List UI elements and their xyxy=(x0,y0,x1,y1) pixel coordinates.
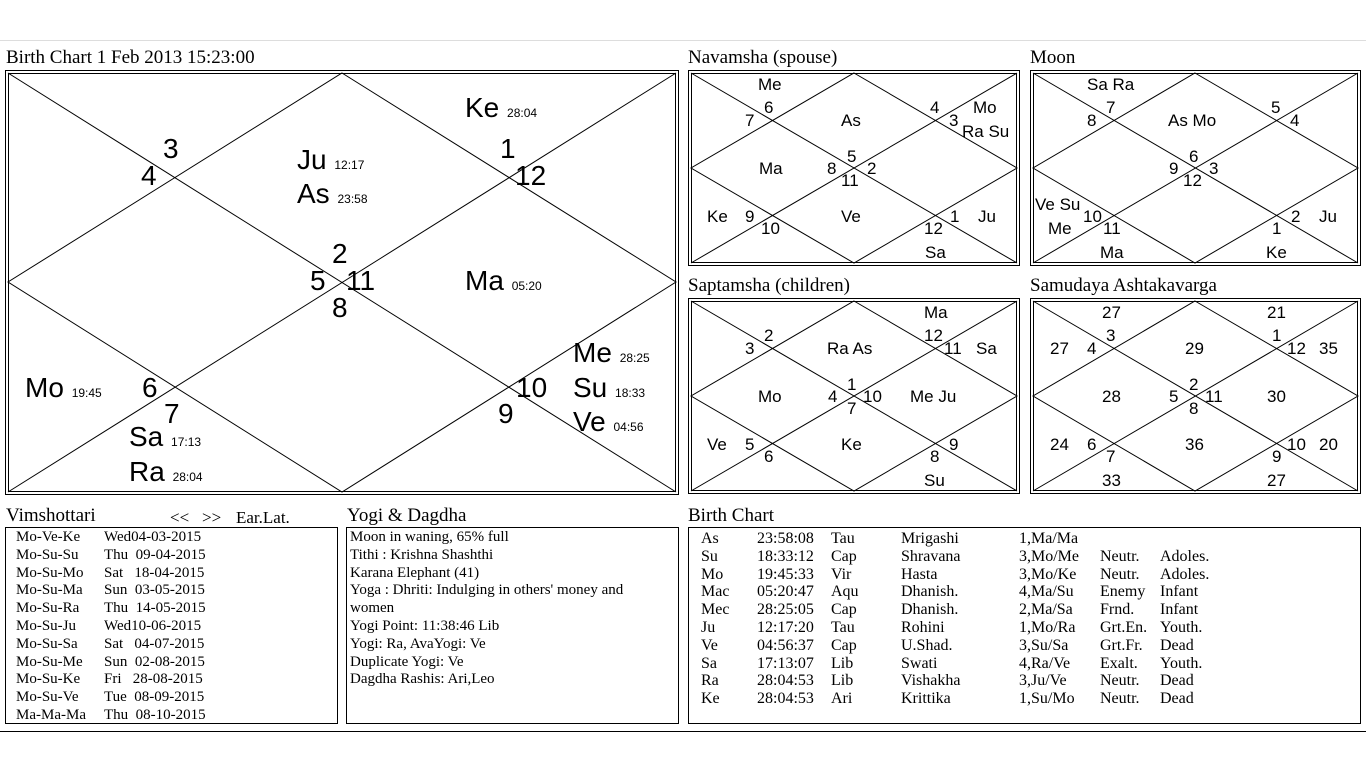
period-label: Mo-Su-Mo xyxy=(16,564,84,581)
moon-ve-su: Ve Su xyxy=(1035,195,1081,214)
sapt-ra-as: Ra As xyxy=(827,339,873,358)
nav-4: 4 xyxy=(930,98,940,117)
planet-cell-state: Adoles. xyxy=(1160,565,1210,583)
sign-10: 10 xyxy=(516,372,548,403)
av-5: 5 xyxy=(1169,387,1179,406)
period-date: Thu 09-04-2015 xyxy=(104,546,206,563)
yogi-line: Moon in waning, 65% full xyxy=(350,529,509,545)
birth-chart-title: Birth Chart 1 Feb 2013 15:23:00 xyxy=(6,47,255,68)
nav-ra-su: Ra Su xyxy=(962,122,1010,141)
planet-cell-rel: Neutr. xyxy=(1100,690,1140,708)
nav-1: 1 xyxy=(950,207,960,226)
vimshottari-list xyxy=(5,527,338,724)
moon-ma: Ma xyxy=(1100,243,1124,262)
planet-cell-pada: 2,Ma/Sa xyxy=(1019,601,1073,619)
planet-cell-p: Ve xyxy=(701,636,718,654)
planet-cell-deg: 19:45:33 xyxy=(757,565,814,583)
planet-cell-deg: 28:04:53 xyxy=(757,690,814,708)
nav-7: 7 xyxy=(745,111,755,130)
planet-cell-rel: Neutr. xyxy=(1100,547,1140,565)
planet-cell-sign: Lib xyxy=(831,672,854,690)
planet-row xyxy=(701,619,1240,637)
moon-8: 8 xyxy=(1087,111,1097,130)
sapt-4: 4 xyxy=(828,387,838,406)
sapt-ve: Ve xyxy=(707,435,727,454)
sapt-3: 3 xyxy=(745,339,755,358)
yogi-line: women xyxy=(350,600,395,617)
vimshottari-row[interactable] xyxy=(16,547,206,565)
moon-9: 9 xyxy=(1169,159,1179,178)
sapt-6: 6 xyxy=(764,447,774,466)
planet-cell-nak: Dhanish. xyxy=(901,601,959,619)
yogi-line: Duplicate Yogi: Ve xyxy=(350,653,464,670)
planet-ma: Ma 05:20 xyxy=(465,265,542,296)
planet-cell-nak: Mrigashi xyxy=(901,530,959,547)
yogi-line: Dagdha Rashis: Ari,Leo xyxy=(350,671,495,688)
av-3: 3 xyxy=(1106,326,1116,345)
nav-6: 6 xyxy=(764,98,774,117)
moon-ke: Ke xyxy=(1266,243,1287,262)
av-27a: 27 xyxy=(1102,303,1121,322)
vimshottari-rows xyxy=(16,529,206,725)
vimshottari-row[interactable] xyxy=(16,529,206,547)
planet-cell-rel: Neutr. xyxy=(1100,672,1140,690)
planet-cell-sign: Ari xyxy=(831,690,853,708)
planet-cell-p: Su xyxy=(701,547,718,565)
planet-cell-rel: Neutr. xyxy=(1100,565,1140,583)
planet-cell-rel: Frnd. xyxy=(1100,601,1135,619)
av-35: 35 xyxy=(1319,339,1338,358)
planet-cell-nak: Krittika xyxy=(901,690,951,708)
vimshottari-row[interactable] xyxy=(16,671,206,689)
av-12: 12 xyxy=(1287,339,1306,358)
vimshottari-row[interactable] xyxy=(16,707,206,725)
planet-cell-p: Mec xyxy=(701,601,730,619)
planet-cell-nak: Shravana xyxy=(901,547,961,565)
planet-cell-p: Mac xyxy=(701,583,730,601)
planet-cell-deg: 05:20:47 xyxy=(757,583,814,601)
av-27b: 27 xyxy=(1050,339,1069,358)
period-date: Thu 14-05-2015 xyxy=(104,600,206,617)
planet-as: As 23:58 xyxy=(297,178,368,209)
nav-9: 9 xyxy=(745,207,755,226)
planet-cell-rel: Grt.Fr. xyxy=(1100,636,1143,654)
planet-cell-sign: Tau xyxy=(831,530,855,547)
planet-cell-pada: 1,Mo/Ra xyxy=(1019,618,1076,636)
planet-row xyxy=(701,566,1240,584)
planet-cell-pada: 3,Su/Sa xyxy=(1019,636,1069,654)
moon-2: 2 xyxy=(1291,207,1301,226)
yogi-title: Yogi & Dagdha xyxy=(347,505,467,526)
moon-as-mo: As Mo xyxy=(1168,111,1217,130)
sapt-me-ju: Me Ju xyxy=(910,387,957,406)
vimshottari-row[interactable] xyxy=(16,565,206,583)
planet-cell-pada: 1,Su/Mo xyxy=(1019,690,1075,708)
planet-cell-rel: Enemy xyxy=(1100,583,1146,601)
sign-7: 7 xyxy=(164,398,180,429)
av-27c: 27 xyxy=(1267,471,1286,490)
moon-11: 11 xyxy=(1103,219,1121,238)
saptamsha-title: Saptamsha (children) xyxy=(688,275,850,296)
sign-8: 8 xyxy=(332,292,348,323)
period-date: Sun 03-05-2015 xyxy=(104,582,205,599)
period-label: Mo-Su-Ju xyxy=(16,617,77,634)
period-date: Tue 08-09-2015 xyxy=(104,689,205,706)
planet-cell-state: Adoles. xyxy=(1160,547,1210,565)
av-29: 29 xyxy=(1185,339,1204,358)
nav-3: 3 xyxy=(949,111,959,130)
planet-ju: Ju 12:17 xyxy=(297,144,365,175)
planet-cell-pada: 3,Mo/Me xyxy=(1019,547,1079,565)
sapt-7: 7 xyxy=(847,399,857,418)
sapt-9: 9 xyxy=(949,435,959,454)
planet-table xyxy=(688,527,1361,724)
nav-11: 11 xyxy=(841,171,859,190)
sapt-10: 10 xyxy=(863,387,882,406)
ear-lat-button[interactable]: Ear.Lat. xyxy=(236,508,290,527)
vimshottari-row[interactable] xyxy=(16,636,206,654)
vimshottari-title: Vimshottari xyxy=(6,505,96,526)
ashtakavarga-chart xyxy=(1030,298,1361,494)
av-6: 6 xyxy=(1087,435,1097,454)
nav-mo: Mo xyxy=(973,98,997,117)
av-20: 20 xyxy=(1319,435,1338,454)
moon-10: 10 xyxy=(1083,207,1102,226)
sapt-ke: Ke xyxy=(841,435,862,454)
planet-cell-deg: 23:58:08 xyxy=(757,530,814,547)
yogi-lines xyxy=(350,529,675,689)
av-30: 30 xyxy=(1267,387,1286,406)
planet-cell-deg: 17:13:07 xyxy=(757,654,814,672)
vimshottari-row[interactable] xyxy=(16,600,206,618)
moon-6: 6 xyxy=(1189,147,1199,166)
planet-cell-rel: Grt.En. xyxy=(1100,618,1148,636)
planet-cell-sign: Tau xyxy=(831,618,855,636)
period-label: Mo-Su-Ma xyxy=(16,582,83,599)
sign-9: 9 xyxy=(498,398,514,429)
planet-cell-pada: 3,Mo/Ke xyxy=(1019,565,1077,583)
av-21: 21 xyxy=(1267,303,1286,322)
nav-5: 5 xyxy=(847,147,857,166)
av-2: 2 xyxy=(1189,375,1199,394)
sapt-2: 2 xyxy=(764,326,774,345)
planet-table-rows xyxy=(701,530,1240,708)
ashtakavarga-title: Samudaya Ashtakavarga xyxy=(1030,275,1217,296)
period-date: Thu 08-10-2015 xyxy=(104,706,206,723)
av-24: 24 xyxy=(1050,435,1069,454)
period-date: Wed04-03-2015 xyxy=(104,529,202,545)
sign-3: 3 xyxy=(163,133,179,164)
moon-7: 7 xyxy=(1106,98,1116,117)
next-period-button[interactable]: >> xyxy=(202,508,222,527)
nav-10: 10 xyxy=(761,219,780,238)
sign-1: 1 xyxy=(500,133,516,164)
planet-cell-state: Dead xyxy=(1160,636,1194,654)
planet-cell-sign: Lib xyxy=(831,654,854,672)
planet-me: Me 28:25 xyxy=(573,337,650,368)
moon-3: 3 xyxy=(1209,159,1219,178)
planet-cell-nak: Rohini xyxy=(901,618,945,636)
period-label: Mo-Su-Me xyxy=(16,653,83,670)
planet-cell-sign: Cap xyxy=(831,547,857,565)
planet-su: Su 18:33 xyxy=(573,372,646,403)
period-date: Fri 28-08-2015 xyxy=(104,671,203,688)
av-8: 8 xyxy=(1189,399,1199,418)
moon-4: 4 xyxy=(1290,111,1300,130)
navamsha-title: Navamsha (spouse) xyxy=(688,47,838,68)
period-label: Mo-Su-Ke xyxy=(16,671,81,688)
av-10: 10 xyxy=(1287,435,1306,454)
sapt-8: 8 xyxy=(930,447,940,466)
planet-row xyxy=(701,672,1240,690)
vimshottari-row[interactable] xyxy=(16,582,206,600)
sign-6: 6 xyxy=(142,372,158,403)
period-date: Sun 02-08-2015 xyxy=(104,653,205,670)
planet-cell-sign: Vir xyxy=(831,565,852,583)
av-4: 4 xyxy=(1087,339,1097,358)
av-9: 9 xyxy=(1272,447,1282,466)
planet-cell-nak: Dhanish. xyxy=(901,583,959,601)
planet-sa: Sa 17:13 xyxy=(129,421,202,452)
planet-cell-p: Mo xyxy=(701,565,724,583)
planet-cell-deg: 28:25:05 xyxy=(757,601,814,619)
planet-row xyxy=(701,601,1240,619)
nav-as: As xyxy=(841,111,861,130)
top-separator xyxy=(0,40,1366,41)
nav-sa: Sa xyxy=(925,243,946,262)
nav-8: 8 xyxy=(827,159,837,178)
sign-4: 4 xyxy=(141,160,157,191)
planet-row xyxy=(701,690,1240,708)
yogi-line: Tithi : Krishna Shashthi xyxy=(350,546,494,563)
period-label: Mo-Su-Ve xyxy=(16,689,79,706)
sapt-sa: Sa xyxy=(976,339,997,358)
saptamsha-chart-lines xyxy=(688,298,1020,494)
planet-cell-p: Ke xyxy=(701,690,720,708)
main-birth-chart xyxy=(5,70,679,495)
sign-12: 12 xyxy=(515,160,547,191)
planet-cell-sign: Cap xyxy=(831,601,857,619)
moon-me: Me xyxy=(1048,219,1072,238)
navamsha-chart-lines xyxy=(688,70,1020,266)
planet-cell-p: Ra xyxy=(701,672,719,690)
planet-cell-deg: 12:17:20 xyxy=(757,618,814,636)
sapt-5: 5 xyxy=(745,435,755,454)
vimshottari-row[interactable] xyxy=(16,654,206,672)
yogi-line: Yoga : Dhriti: Indulging in others' money and xyxy=(350,582,624,599)
planet-cell-state: Dead xyxy=(1160,672,1194,690)
planet-cell-p: Ju xyxy=(701,618,716,636)
planet-cell-pada: 4,Ma/Su xyxy=(1019,583,1074,601)
moon-chart xyxy=(1030,70,1361,266)
av-36: 36 xyxy=(1185,435,1204,454)
nav-ma: Ma xyxy=(759,159,783,178)
planet-cell-deg: 18:33:12 xyxy=(757,547,814,565)
planet-ra: Ra 28:04 xyxy=(129,456,203,487)
av-28: 28 xyxy=(1102,387,1121,406)
planet-row xyxy=(701,548,1240,566)
planet-cell-p: As xyxy=(701,530,719,547)
planet-ke: Ke 28:04 xyxy=(465,92,538,123)
planet-cell-state: Youth. xyxy=(1160,618,1203,636)
planet-cell-rel: Exalt. xyxy=(1100,654,1138,672)
planet-cell-p: Sa xyxy=(701,654,717,672)
planet-row xyxy=(701,583,1240,601)
nav-ke: Ke xyxy=(707,207,728,226)
moon-sa-ra: Sa Ra xyxy=(1087,75,1135,94)
nav-me: Me xyxy=(758,75,782,94)
bottom-separator xyxy=(0,731,1366,732)
sign-2: 2 xyxy=(332,238,348,269)
period-date: Sat 04-07-2015 xyxy=(104,635,205,652)
planet-cell-deg: 28:04:53 xyxy=(757,672,814,690)
navamsha-chart xyxy=(688,70,1020,266)
planet-cell-nak: Swati xyxy=(901,654,938,672)
planet-cell-nak: Vishakha xyxy=(901,672,961,690)
sapt-11: 11 xyxy=(944,339,962,358)
sign-11: 11 xyxy=(346,265,376,296)
period-date: Wed10-06-2015 xyxy=(104,617,202,634)
sign-5: 5 xyxy=(310,265,326,296)
planet-cell-state: Infant xyxy=(1160,601,1199,619)
nav-ve: Ve xyxy=(841,207,861,226)
nav-12: 12 xyxy=(924,219,943,238)
planet-row xyxy=(701,530,1240,548)
ashtakavarga-chart-lines xyxy=(1030,298,1361,494)
sapt-su: Su xyxy=(924,471,945,490)
period-label: Mo-Su-Su xyxy=(16,546,79,563)
planet-row xyxy=(701,655,1240,673)
moon-chart-lines xyxy=(1030,70,1361,266)
period-date: Sat 18-04-2015 xyxy=(104,564,205,581)
planet-cell-state: Infant xyxy=(1160,583,1199,601)
moon-chart-title: Moon xyxy=(1030,47,1076,68)
sapt-12: 12 xyxy=(924,326,943,345)
prev-period-button[interactable]: << xyxy=(170,508,190,527)
sapt-ma: Ma xyxy=(924,303,948,322)
planet-ve: Ve 04:56 xyxy=(573,406,644,437)
saptamsha-chart xyxy=(688,298,1020,494)
vimshottari-row[interactable] xyxy=(16,618,206,636)
planet-cell-sign: Cap xyxy=(831,636,857,654)
moon-1: 1 xyxy=(1272,219,1282,238)
planet-cell-deg: 04:56:37 xyxy=(757,636,814,654)
period-label: Ma-Ma-Ma xyxy=(16,706,86,723)
moon-5: 5 xyxy=(1271,98,1281,117)
sapt-1: 1 xyxy=(847,375,857,394)
yogi-line: Yogi Point: 11:38:46 Lib xyxy=(350,617,500,634)
yogi-line: Karana Elephant (41) xyxy=(350,564,480,581)
planet-cell-pada: 3,Ju/Ve xyxy=(1019,672,1067,690)
av-7: 7 xyxy=(1106,447,1116,466)
av-1: 1 xyxy=(1272,326,1282,345)
planet-row xyxy=(701,637,1240,655)
yogi-line: Yogi: Ra, AvaYogi: Ve xyxy=(350,635,486,652)
nav-2: 2 xyxy=(867,159,877,178)
period-label: Mo-Su-Sa xyxy=(16,635,78,652)
planet-cell-sign: Aqu xyxy=(831,583,859,601)
planet-cell-pada: 1,Ma/Ma xyxy=(1019,530,1079,547)
moon-ju: Ju xyxy=(1319,207,1337,226)
sapt-mo: Mo xyxy=(758,387,782,406)
moon-12: 12 xyxy=(1183,171,1202,190)
period-label: Mo-Ve-Ke xyxy=(16,529,81,545)
vimshottari-row[interactable] xyxy=(16,689,206,707)
planet-mo: Mo 19:45 xyxy=(25,372,102,403)
planet-cell-nak: Hasta xyxy=(901,565,938,583)
period-label: Mo-Su-Ra xyxy=(16,600,80,617)
planet-cell-nak: U.Shad. xyxy=(901,636,953,654)
planet-cell-state: Youth. xyxy=(1160,654,1203,672)
planet-cell-pada: 4,Ra/Ve xyxy=(1019,654,1071,672)
nav-ju: Ju xyxy=(978,207,996,226)
planet-cell-state: Dead xyxy=(1160,690,1194,708)
av-33: 33 xyxy=(1102,471,1121,490)
yogi-panel xyxy=(346,527,679,724)
av-11: 11 xyxy=(1205,387,1223,406)
planet-table-title: Birth Chart xyxy=(688,505,775,526)
